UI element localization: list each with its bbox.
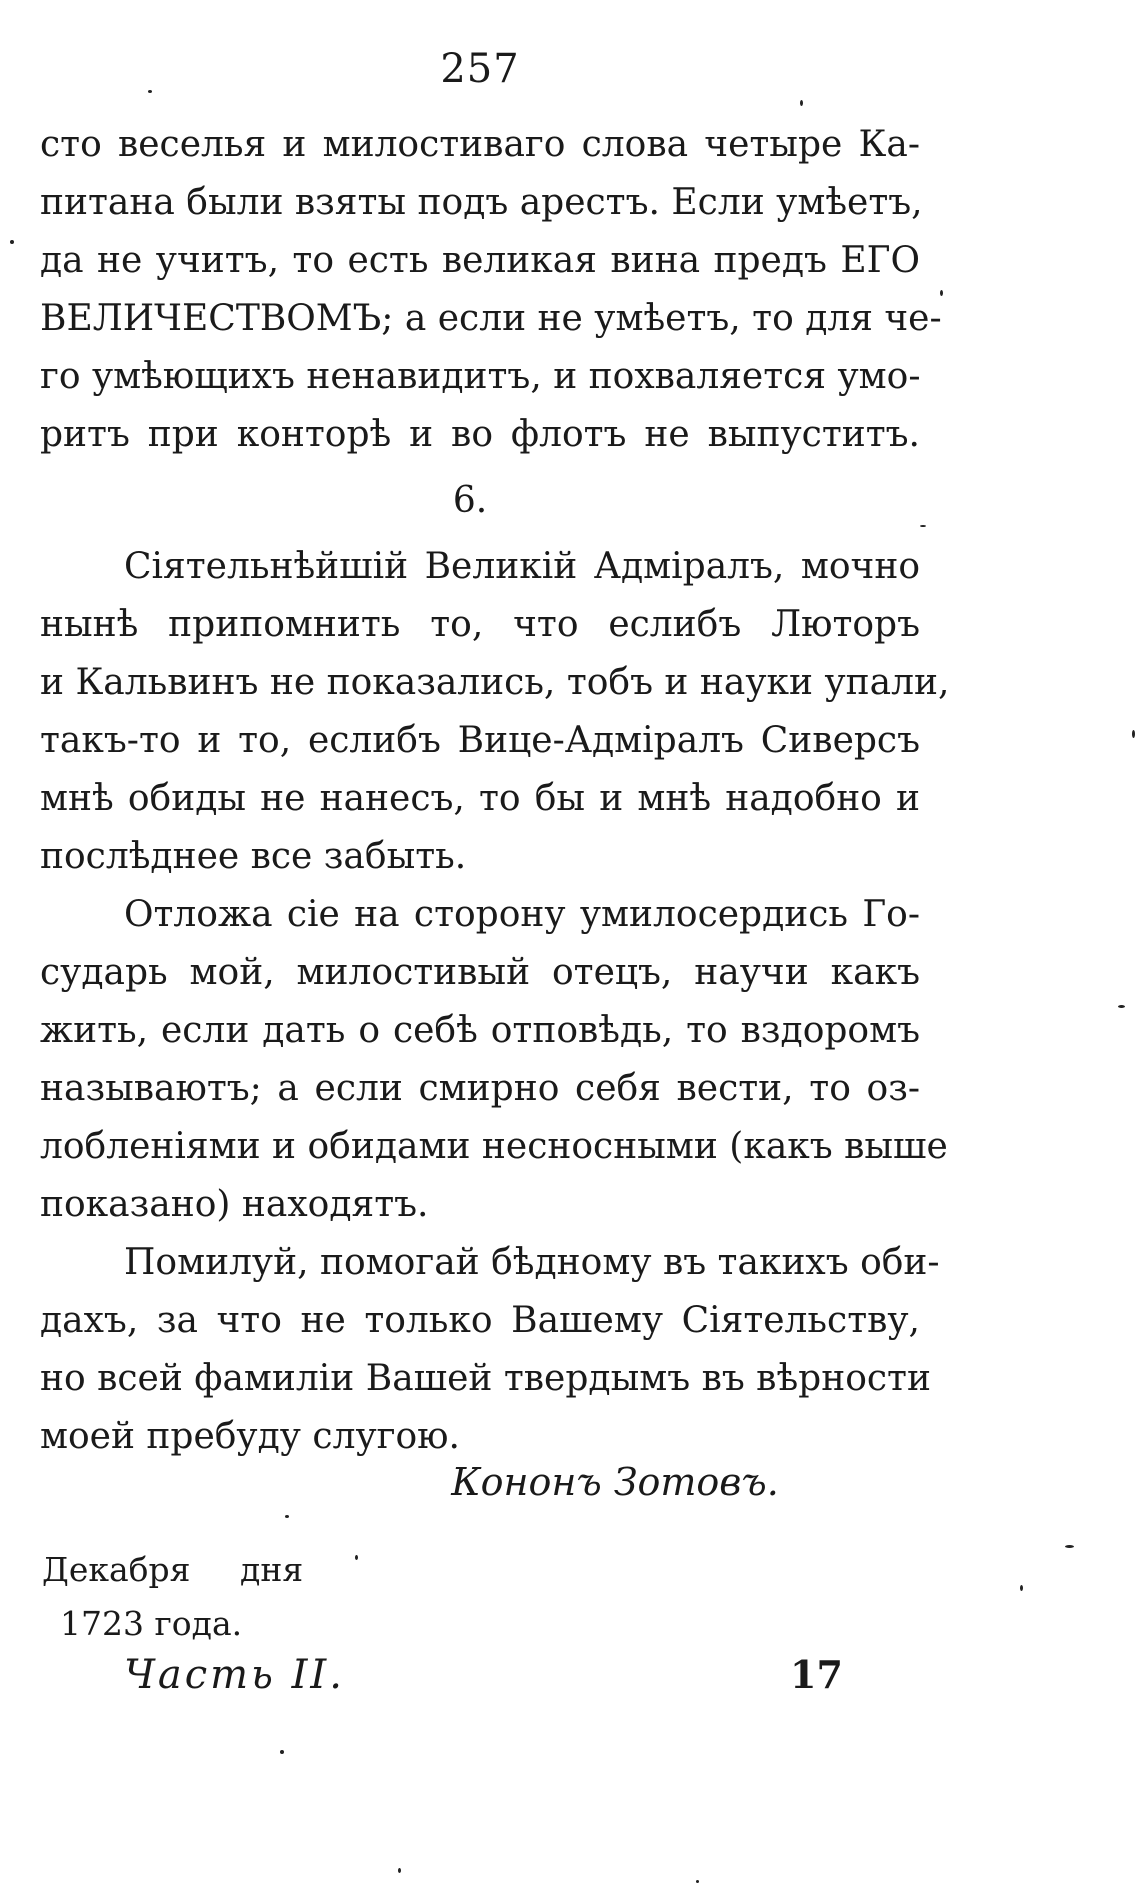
footer-part-label: Часть II.: [124, 1652, 345, 1698]
scan-speck: [285, 1515, 289, 1518]
date-month: Декабря: [42, 1550, 191, 1589]
scan-speck: [148, 90, 152, 93]
scan-speck: [1132, 730, 1135, 738]
text-line: сто веселья и милостиваго слова четыре Ка-: [40, 124, 920, 165]
scan-speck: [800, 100, 803, 106]
scan-speck: [696, 1880, 699, 1883]
text-line: ритъ при конторѣ и во флотъ не выпуститъ.: [40, 414, 920, 455]
text-line: дахъ, за что не только Вашему Сіятельству,: [40, 1300, 920, 1341]
page-number: 257: [440, 46, 520, 92]
text-line: показано) находятъ.: [40, 1184, 429, 1225]
signature: Кононъ Зотовъ.: [451, 1460, 779, 1504]
text-line: послѣднее все забыть.: [40, 836, 467, 877]
text-line: Отложа сіе на сторону умилосердись Го-: [124, 894, 920, 935]
date-year: 1723 года.: [60, 1604, 243, 1643]
scan-speck: [1065, 1545, 1074, 1548]
text-line: питана были взяты подъ арестъ. Если умѣетъ,: [40, 182, 923, 223]
scan-speck: [398, 1868, 401, 1873]
text-line: мнѣ обиды не нанесъ, то бы и мнѣ надобно и: [40, 778, 920, 819]
text-line: жить, если дать о себѣ отповѣдь, то вздоромъ: [40, 1010, 920, 1051]
footer-sheet-number: 17: [790, 1652, 843, 1697]
text-line: моей пребуду слугою.: [40, 1416, 460, 1457]
scan-speck: [1020, 1585, 1023, 1591]
scan-speck: [940, 290, 943, 296]
paragraph-1: [40, 116, 942, 464]
scan-speck: [280, 1750, 284, 1754]
scan-speck: [355, 1555, 358, 1560]
text-line: Помилуй, помогай бѣдному въ такихъ оби-: [124, 1242, 940, 1283]
date-day-word: дня: [240, 1550, 304, 1589]
text-line: ВЕЛИЧЕСТВОМЪ; а если не умѣетъ, то для че-: [40, 298, 942, 339]
text-line: сударь мой, милостивый отецъ, научи какъ: [40, 952, 920, 993]
text-line: и Кальвинъ не показались, тобъ и науки упали,: [40, 662, 950, 703]
text-line: такъ-то и то, еслибъ Вице-Адміралъ Сиверсъ: [40, 720, 920, 761]
section-number: 6.: [452, 480, 488, 521]
paragraph-3: [40, 886, 948, 1234]
text-line: Сіятельнѣйшій Великій Адміралъ, мочно: [124, 546, 920, 587]
text-line: лобленіями и обидами несносными (какъ выше: [40, 1126, 948, 1167]
text-line: го умѣющихъ ненавидитъ, и похваляется умо-: [40, 356, 921, 397]
scan-speck: [920, 525, 926, 527]
scan-speck: [10, 240, 14, 244]
paragraph-2: [40, 538, 950, 886]
text-line: да не учитъ, то есть великая вина предъ ЕГО: [40, 240, 920, 281]
paragraph-4: [40, 1234, 940, 1466]
text-line: но всей фамиліи Вашей твердымъ въ вѣрности: [40, 1358, 931, 1399]
text-line: называютъ; а если смирно себя вести, то оз-: [40, 1068, 920, 1109]
scan-speck: [1118, 1005, 1125, 1008]
text-line: нынѣ припомнить то, что еслибъ Люторъ: [40, 604, 920, 645]
